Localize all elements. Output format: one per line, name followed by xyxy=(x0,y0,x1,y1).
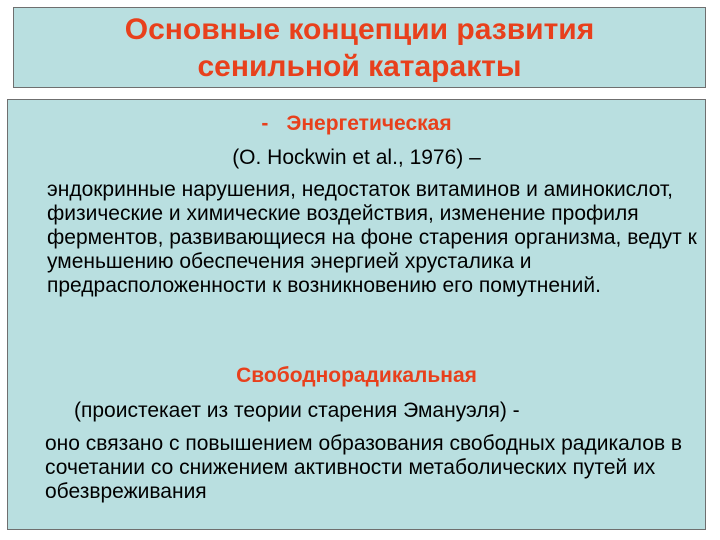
free-radical-source: (проистекает из теории старения Эмануэля) - xyxy=(74,399,520,422)
bullet-dash: - xyxy=(261,112,269,135)
title-line-2: сенильной катаракты xyxy=(197,49,522,83)
slide-title xyxy=(125,11,594,85)
free-radical-heading: Свободнорадикальная xyxy=(236,364,477,387)
energy-paragraph xyxy=(45,178,700,298)
title-line-1: Основные концепции развития xyxy=(124,12,595,46)
energy-heading-line xyxy=(8,112,705,136)
citation: (O. Hockwin et al., 1976) – xyxy=(232,146,481,169)
energy-paragraph-text: эндокринные нарушения, недостаток витаминов и аминокислот, физические и химические воздействия, изменение профиля ферментов, развивающиеся на фоне старения организма, ведут к уменьшению обеспечения энергией хрусталика и предрасположенности к возникновению его помутнений. xyxy=(47,178,697,297)
content-panel xyxy=(7,99,706,530)
title-panel xyxy=(13,7,706,88)
free-radical-paragraph xyxy=(45,432,700,504)
energy-heading: Энергетическая xyxy=(286,112,452,135)
free-radical-paragraph-text: оно связано с повышением образования свободных радикалов в сочетании со снижением активности метаболических путей их обезвреживания xyxy=(45,432,683,503)
